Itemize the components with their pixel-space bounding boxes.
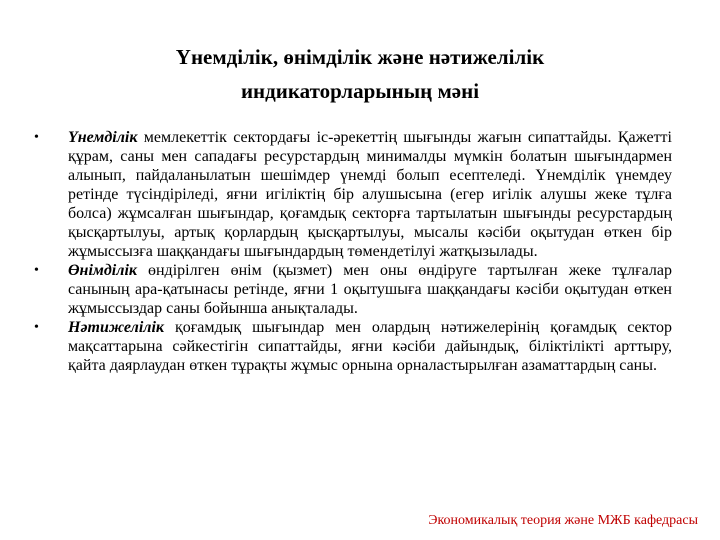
bullet-item-effectiveness: [34, 318, 672, 375]
title-line-2: индикаторларының мәні: [240, 79, 480, 103]
bullet-item-economy: [34, 128, 672, 261]
bullet-term: Үнемділік: [68, 129, 138, 146]
bullet-marker: •: [34, 320, 39, 335]
bullet-term: Өнімділік: [68, 262, 137, 279]
slide-title: [60, 40, 660, 108]
bullet-marker: •: [34, 263, 39, 278]
bullet-marker: •: [34, 130, 39, 145]
bullet-text: қоғамдық шығындар мен олардың нәтижелерінің қоғамдық сектор мақсаттарына сәйкестігін сипаттайды, яғни кәсіби дайындық, біліктілікті арттыру, қайта даярлаудан өткен тұрақты жұмыс орнына орналастырылған азаматтардың саны.: [68, 319, 672, 374]
title-line-1: Үнемділік, өнімділік және нәтижелілік: [175, 45, 545, 69]
bullet-text: мемлекеттік сектордағы іс-әрекеттің шығынды жағын сипаттайды. Қажетті құрам, саны мен сападағы ресурстардың минималды мүмкін болатын шығындармен алынып, пайдаланылатын шешімдер үнемді болып есептеледі. Үнемділік үнемдеу ретінде түсіндіріледі, яғни игіліктің бір алушысына (егер игілік алушы жеке тұлға болса) жұмсалған шығындар, қоғамдық секторға тартылатын шығынды ресурстардың қысқартылуы, артық қорлардың қысқартылуы, мысалы кәсіби оқытудан өткен бір жұмыссызға шаққандағы шығындардың төмендетілуі жатқызылады.: [68, 129, 672, 260]
bullet-text: өндірілген өнім (қызмет) мен оны өндіруге тартылған жеке тұлғалар санының ара-қатынасы ретінде, яғни 1 оқытушыға шаққандағы кәсіби оқытудан өткен жұмыссыздар саны бойынша анықталады.: [68, 262, 672, 317]
bullet-list: [34, 128, 672, 375]
bullet-term: Нәтижелілік: [68, 319, 165, 336]
bullet-item-productivity: [34, 261, 672, 318]
footer-department: Экономикалық теория және МЖБ кафедрасы: [428, 513, 698, 528]
